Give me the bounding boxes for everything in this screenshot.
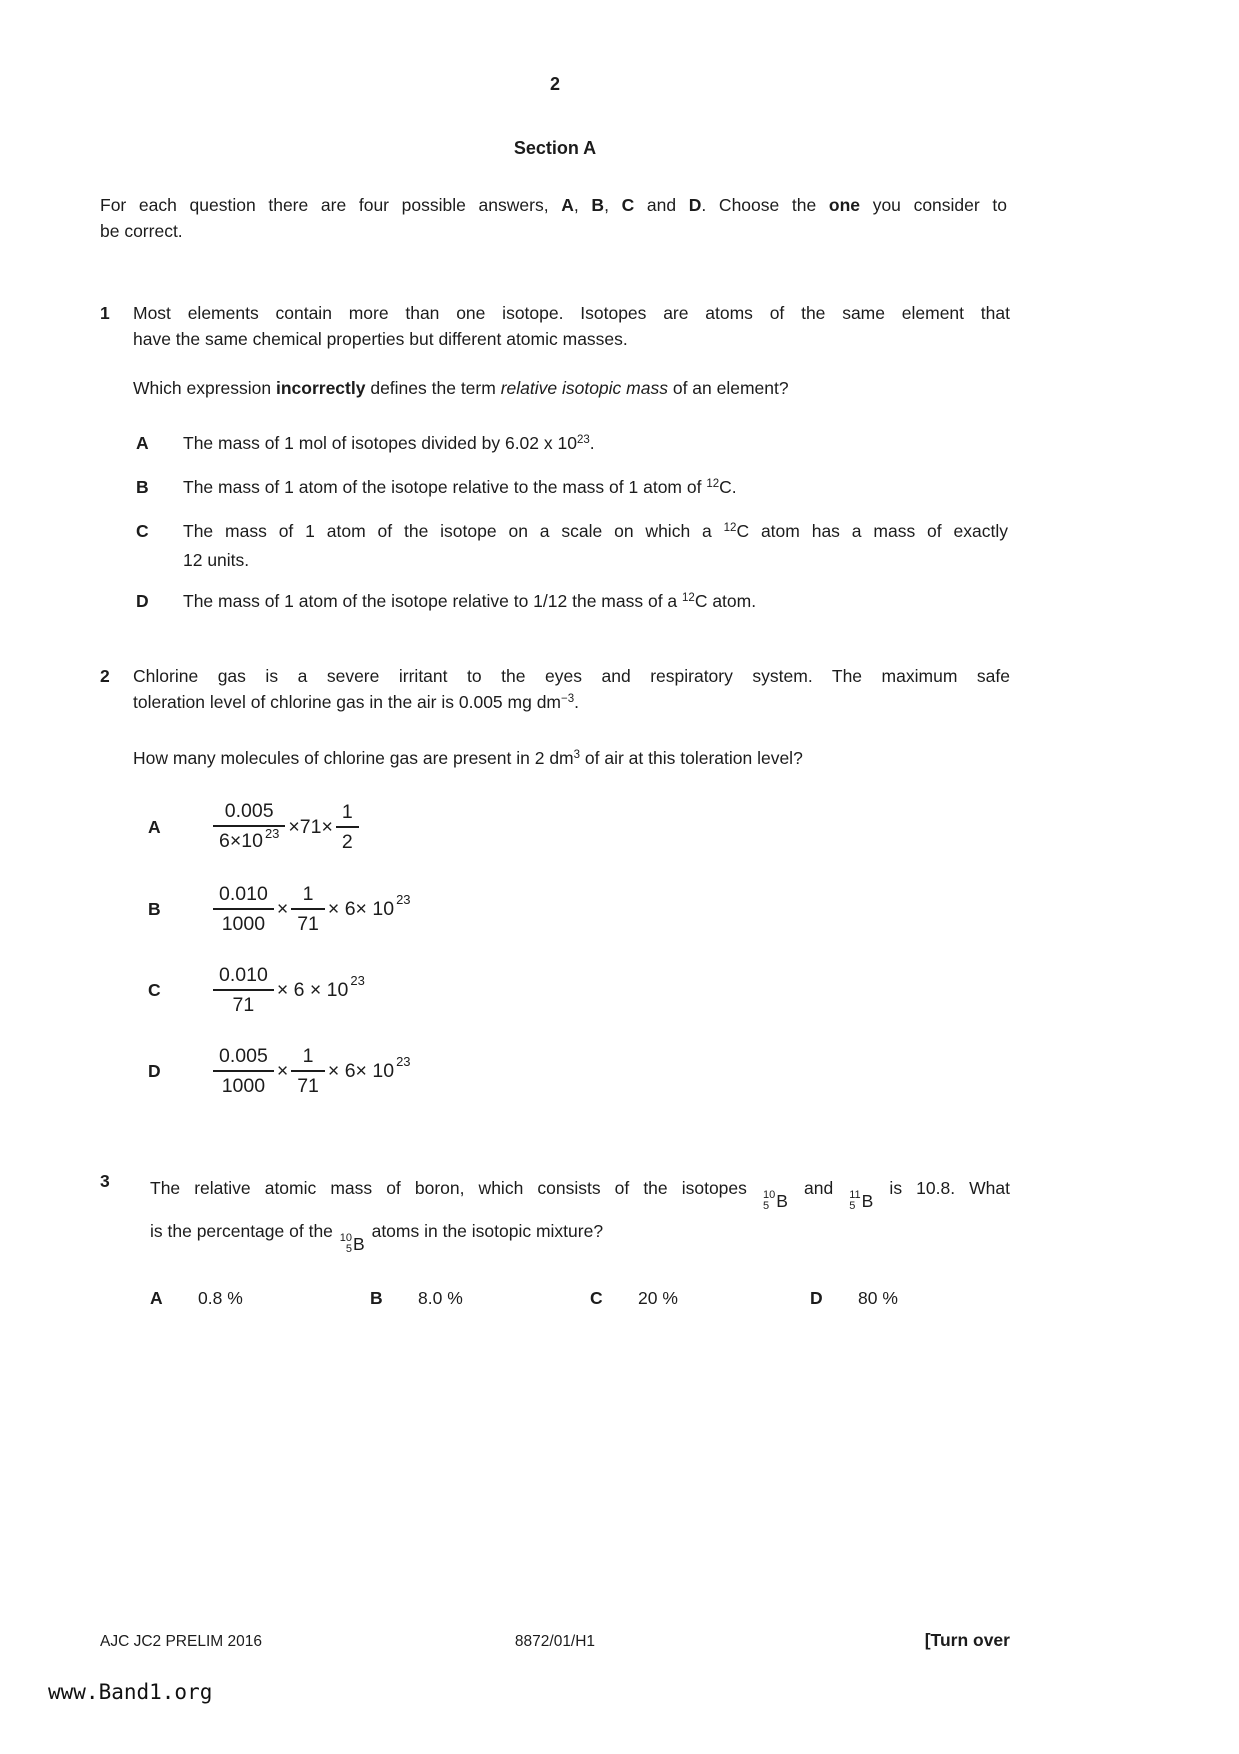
option-letter: D: [136, 591, 149, 611]
option-text: The mass of 1 atom of the isotope relative to 1/12 the mass of a $^{12}$C atom.: [183, 591, 757, 611]
question-1-prompt: Which expression incorrectly defines the term relative isotopic mass of an element?: [133, 378, 789, 398]
option-formula: $\frac{0.005}{1000}$ × $\frac{1}{71}$ × 6× 10 23: [210, 1043, 411, 1098]
footer-exam-name: AJC JC2 PRELIM 2016: [100, 1633, 262, 1650]
option-letter: B: [148, 898, 161, 919]
question-1-text: Most elements contain more than one isotope. Isotopes are atoms of the same element that have the same chemical properties but different atomic masses.: [133, 303, 1010, 349]
option-letter: D: [148, 1060, 161, 1081]
isotope-notation: 10 5 B: [762, 1189, 788, 1212]
option-letter: A: [136, 433, 149, 453]
question-3: [100, 1168, 1010, 1318]
question-3-body: [150, 1168, 1010, 1318]
page-footer: [100, 1630, 1010, 1651]
question-1-option-d: [133, 588, 1010, 617]
question-1-number: 1: [100, 303, 110, 323]
footer-turn-over: [Turn over: [924, 1630, 1010, 1650]
fraction: $\frac{1}{71}$: [291, 881, 325, 936]
option-letter: A: [150, 1288, 163, 1308]
option-letter: B: [370, 1288, 383, 1308]
option-value: 0.8 %: [198, 1288, 243, 1308]
question-2-option-c: [133, 962, 1010, 1017]
question-1-option-b: [133, 474, 1010, 503]
section-instructions: For each question there are four possible answers, A, B, C and D. Choose the one you consider to be correct.: [100, 195, 1007, 241]
question-1: [100, 300, 1010, 617]
option-text: The mass of 1 mol of isotopes divided by 6.02 x $10^{23}$.: [183, 433, 595, 453]
option-value: 80 %: [858, 1288, 898, 1308]
option-text: The mass of 1 atom of the isotope on a scale on which a $^{12}$C atom has a mass of exactly 12 units.: [183, 521, 1008, 570]
question-3-number: 3: [100, 1171, 110, 1191]
question-1-option-a: [133, 430, 1010, 459]
option-text: The mass of 1 atom of the isotope relative to the mass of 1 atom of $^{12}$C.: [183, 477, 737, 497]
question-3-text: The relative atomic mass of boron, which consists of the isotopes 10 5 B and 11 5 B is 10.8. What is the percentage of the 10 5 B atoms in the isotopic mixture?: [150, 1178, 1010, 1255]
question-2-prompt: How many molecules of chlorine gas are present in 2 $dm^3$ of air at this toleration level?: [133, 748, 803, 768]
question-2-option-a: [133, 798, 1010, 855]
question-3-option-d: [810, 1278, 1030, 1318]
question-1-options: [133, 430, 1010, 617]
option-formula: $\frac{0.010}{71}$ × 6 × 10 23: [210, 962, 365, 1017]
fraction: $\frac{1}{2}$: [336, 799, 359, 854]
question-2: [100, 663, 1010, 1098]
question-2-option-b: [133, 881, 1010, 936]
fraction: $\frac{0.005}{6\times 10 ^{23}}$: [213, 798, 285, 855]
page-number: 2: [549, 74, 560, 94]
section-title: Section A: [513, 138, 597, 158]
option-letter: A: [148, 816, 161, 837]
question-3-option-b: [370, 1278, 590, 1318]
footer-paper-code: 8872/01/H1: [514, 1633, 596, 1650]
option-value: 8.0 %: [418, 1288, 463, 1308]
question-3-options: [150, 1278, 1030, 1318]
question-3-option-c: [590, 1278, 810, 1318]
option-value: 20 %: [638, 1288, 678, 1308]
fraction: $\frac{0.010}{1000}$: [213, 881, 274, 936]
option-letter: C: [590, 1288, 603, 1308]
option-letter: D: [810, 1288, 823, 1308]
fraction: $\frac{0.005}{1000}$: [213, 1043, 274, 1098]
option-formula: $\frac{0.005}{6\times 10 ^{23}}$ ×71× $\frac{1}{2}$: [210, 798, 362, 855]
question-2-option-d: [133, 1043, 1010, 1098]
question-3-option-a: [150, 1278, 370, 1318]
question-2-text: Chlorine gas is a severe irritant to the eyes and respiratory system. The maximum safe toleration level of chlorine gas in the air is 0.005 mg $dm^{-3}$.: [133, 666, 1010, 712]
question-2-body: [133, 663, 1010, 1098]
isotope-notation: 11 5 B: [849, 1189, 874, 1212]
fraction: $\frac{0.010}{71}$: [213, 962, 274, 1017]
question-2-options: [133, 798, 1010, 1098]
isotope-notation: 10 5 B: [339, 1232, 365, 1255]
option-letter: B: [136, 477, 149, 497]
option-letter: C: [148, 979, 161, 1000]
fraction: $\frac{1}{71}$: [291, 1043, 325, 1098]
watermark-url: www.Band1.org: [48, 1680, 213, 1704]
option-letter: C: [136, 521, 149, 541]
question-1-body: [133, 300, 1010, 617]
question-1-option-c: [133, 518, 1010, 573]
question-2-number: 2: [100, 666, 110, 686]
option-formula: $\frac{0.010}{1000}$ × $\frac{1}{71}$ × 6× 10 23: [210, 881, 411, 936]
